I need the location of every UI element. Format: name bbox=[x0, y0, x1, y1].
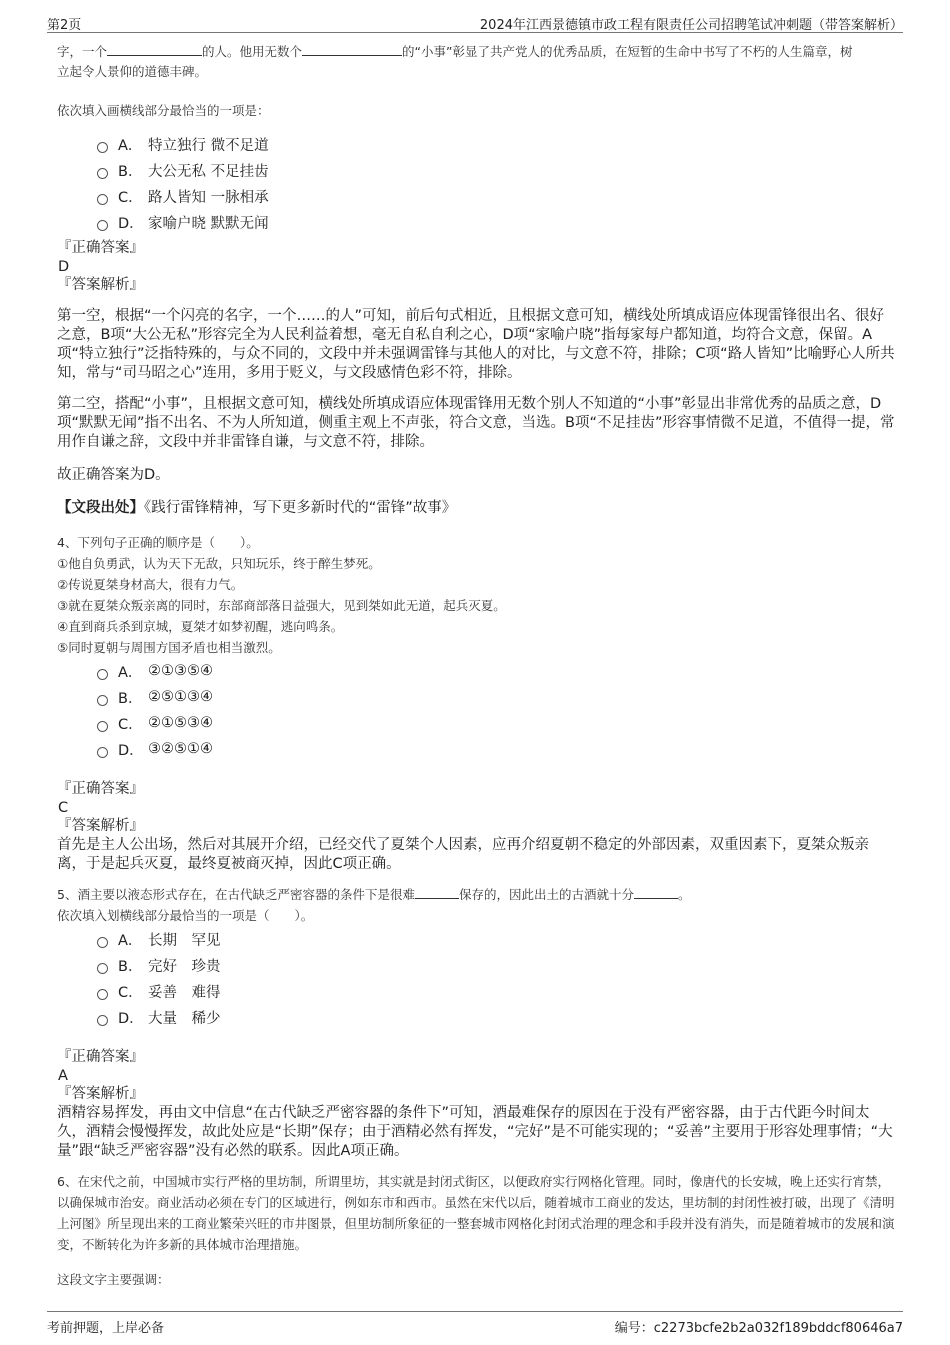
radio-icon[interactable] bbox=[97, 937, 108, 948]
q3-analysis-label: 『答案解析』 bbox=[57, 277, 144, 293]
q4-option-b[interactable]: B． ②⑤①③④ bbox=[97, 684, 895, 710]
q4-analysis-label: 『答案解析』 bbox=[57, 818, 144, 834]
q4-correct-label: 『正确答案』 bbox=[57, 781, 144, 797]
q4-item: ⑤同时夏朝与周围方国矛盾也相当激烈。 bbox=[57, 640, 281, 655]
radio-icon[interactable] bbox=[97, 669, 108, 680]
radio-icon[interactable] bbox=[97, 695, 108, 706]
q3-analysis-p1: 第一空，根据“一个闪亮的名字，一个……的人”可知，前后句式相近，且根据文意可知，横线处所填成语应体现雷锋很出名、很好之意，B项“大公无私”形容完全为人民利益着想，毫无自私自利之心，D项“家喻户晓”指每家每户都知道，均符合文意，保留。A项“特立独行”泛指特殊的，与众不同的，文段中并未强调雷锋与其他人的对比，与文意不符，排除；C项“路人皆知”比喻野心人所共知，常与“司马昭之心”连用，多用于贬义，与文段感情色彩不符，排除。 bbox=[57, 308, 895, 381]
q3-answer: D bbox=[58, 259, 70, 275]
q5-analysis: 酒精容易挥发，再由文中信息“在古代缺乏严密容器的条件下”可知，酒最难保存的原因在于没有严密容器，由于古代距今时间太久，酒精会慢慢挥发，故此处应是“长期”保存；由于酒精必然有挥发，“完好”是不可能实现的；“妥善”主要用于形容处理事情；“大量”跟“缺乏严密容器”没有必然的联系。因此A项正确。 bbox=[57, 1105, 893, 1159]
q3-prompt: 依次填入画横线部分最恰当的一项是： bbox=[57, 103, 270, 118]
radio-icon[interactable] bbox=[97, 168, 108, 179]
q4-block bbox=[57, 532, 895, 658]
q4-options bbox=[97, 658, 895, 762]
q5-stem: 5、酒主要以液态形式存在，在古代缺乏严密容器的条件下是很难 保存的，因此出土的古酒就十分 。 bbox=[57, 887, 691, 902]
q5-options bbox=[97, 926, 895, 1030]
page-footer bbox=[47, 1311, 903, 1336]
blank-2 bbox=[302, 43, 402, 56]
q4-option-c[interactable]: C． ②①⑤③④ bbox=[97, 710, 895, 736]
q5-option-c[interactable]: C． 妥善 难得 bbox=[97, 978, 895, 1004]
q5-option-b[interactable]: B． 完好 珍贵 bbox=[97, 952, 895, 978]
blank-1 bbox=[107, 43, 202, 56]
q4-option-d[interactable]: D． ③②⑤①④ bbox=[97, 736, 895, 762]
q4-stem: 4、下列句子正确的顺序是（ ）。 bbox=[57, 535, 259, 550]
q6-prompt: 这段文字主要强调： bbox=[57, 1272, 170, 1287]
q4-analysis: 首先是主人公出场，然后对其展开介绍，已经交代了夏桀个人因素，应再介绍夏朝不稳定的外部因素，双重因素下，夏桀众叛亲离，于是起兵灭夏，最终夏被商灭掉，因此C项正确。 bbox=[57, 837, 869, 872]
q3-analysis-p3: 故正确答案为D。 bbox=[57, 467, 170, 483]
footer-slogan: 考前押题，上岸必备 bbox=[47, 1321, 165, 1336]
q5-analysis-label: 『答案解析』 bbox=[57, 1086, 144, 1102]
q3-correct-label: 『正确答案』 bbox=[57, 240, 144, 256]
page-content bbox=[57, 42, 895, 1290]
q3-option-b[interactable]: B． 大公无私 不足挂齿 bbox=[97, 157, 895, 183]
page-header bbox=[47, 10, 903, 33]
q3-option-a[interactable]: A． 特立独行 微不足道 bbox=[97, 131, 895, 157]
q5-correct-label: 『正确答案』 bbox=[57, 1049, 144, 1065]
document-id: 编号：c2273bcfe2b2a032f189bddcf80646a7 bbox=[614, 1321, 903, 1336]
q3-analysis-p2: 第二空，搭配“小事”，且根据文意可知，横线处所填成语应体现雷锋用无数个别人不知道的“小事”彰显出非常优秀的品质之意，D项“默默无闻”指不出名、不为人所知道，侧重主观上不声张，符合文意，当选。B项“不足挂齿”形容事情微不足道，不值得一提，常用作自谦之辞，文段中并非雷锋自谦，与文意不符，排除。 bbox=[57, 396, 895, 450]
q4-item: ②传说夏桀身材高大，很有力气。 bbox=[57, 577, 244, 592]
blank-2 bbox=[634, 886, 678, 899]
q3-option-c[interactable]: C． 路人皆知 一脉相承 bbox=[97, 183, 895, 209]
q3-continuation: 字，一个 的人。他用无数个 的“小事”彰显了共产党人的优秀品质，在短暂的生命中书写了不朽的人生篇章，树 立起令人景仰的道德丰碑。 bbox=[57, 44, 853, 79]
q5-prompt: 依次填入划横线部分最恰当的一项是（ ）。 bbox=[57, 908, 314, 923]
q3-source: 【文段出处】《践行雷锋精神，写下更多新时代的“雷锋”故事》 bbox=[57, 500, 457, 516]
blank-1 bbox=[415, 886, 459, 899]
q4-answer: C bbox=[58, 800, 69, 816]
q5-answer: A bbox=[58, 1068, 68, 1084]
q4-item: ④直到商兵杀到京城，夏桀才如梦初醒，逃向鸣条。 bbox=[57, 619, 344, 634]
radio-icon[interactable] bbox=[97, 1015, 108, 1026]
q4-item: ①他自负勇武，认为天下无敌，只知玩乐，终于醉生梦死。 bbox=[57, 556, 381, 571]
q4-item: ③就在夏桀众叛亲离的同时，东部商部落日益强大，见到桀如此无道，起兵灭夏。 bbox=[57, 598, 506, 613]
radio-icon[interactable] bbox=[97, 220, 108, 231]
q3-option-d[interactable]: D． 家喻户晓 默默无闻 bbox=[97, 209, 895, 235]
radio-icon[interactable] bbox=[97, 963, 108, 974]
page-number: 第2页 bbox=[47, 18, 82, 33]
q4-option-a[interactable]: A． ②①③⑤④ bbox=[97, 658, 895, 684]
document-title: 2024年江西景德镇市政工程有限责任公司招聘笔试冲刺题（带答案解析） bbox=[479, 18, 903, 33]
radio-icon[interactable] bbox=[97, 142, 108, 153]
q5-option-a[interactable]: A． 长期 罕见 bbox=[97, 926, 895, 952]
radio-icon[interactable] bbox=[97, 989, 108, 1000]
q3-options bbox=[97, 131, 895, 235]
radio-icon[interactable] bbox=[97, 747, 108, 758]
radio-icon[interactable] bbox=[97, 194, 108, 205]
q5-option-d[interactable]: D． 大量 稀少 bbox=[97, 1004, 895, 1030]
q5-block bbox=[57, 884, 895, 926]
q6-stem: 6、在宋代之前，中国城市实行严格的里坊制，所谓里坊，其实就是封闭式街区，以便政府实行网格化管理。同时，像唐代的长安城，晚上还实行宵禁，以确保城市治安。商业活动必须在专门的区域进行，例如东市和西市。虽然在宋代以后，随着城市工商业的发达，里坊制的封闭性被打破，出现了《清明上河图》所呈现出来的工商业繁荣兴旺的市井图景，但里坊制所象征的一整套城市网格化封闭式治理的理念和手段并没有消失，而是随着城市的发展和演变，不断转化为许多新的具体城市治理措施。 bbox=[57, 1174, 895, 1252]
radio-icon[interactable] bbox=[97, 721, 108, 732]
